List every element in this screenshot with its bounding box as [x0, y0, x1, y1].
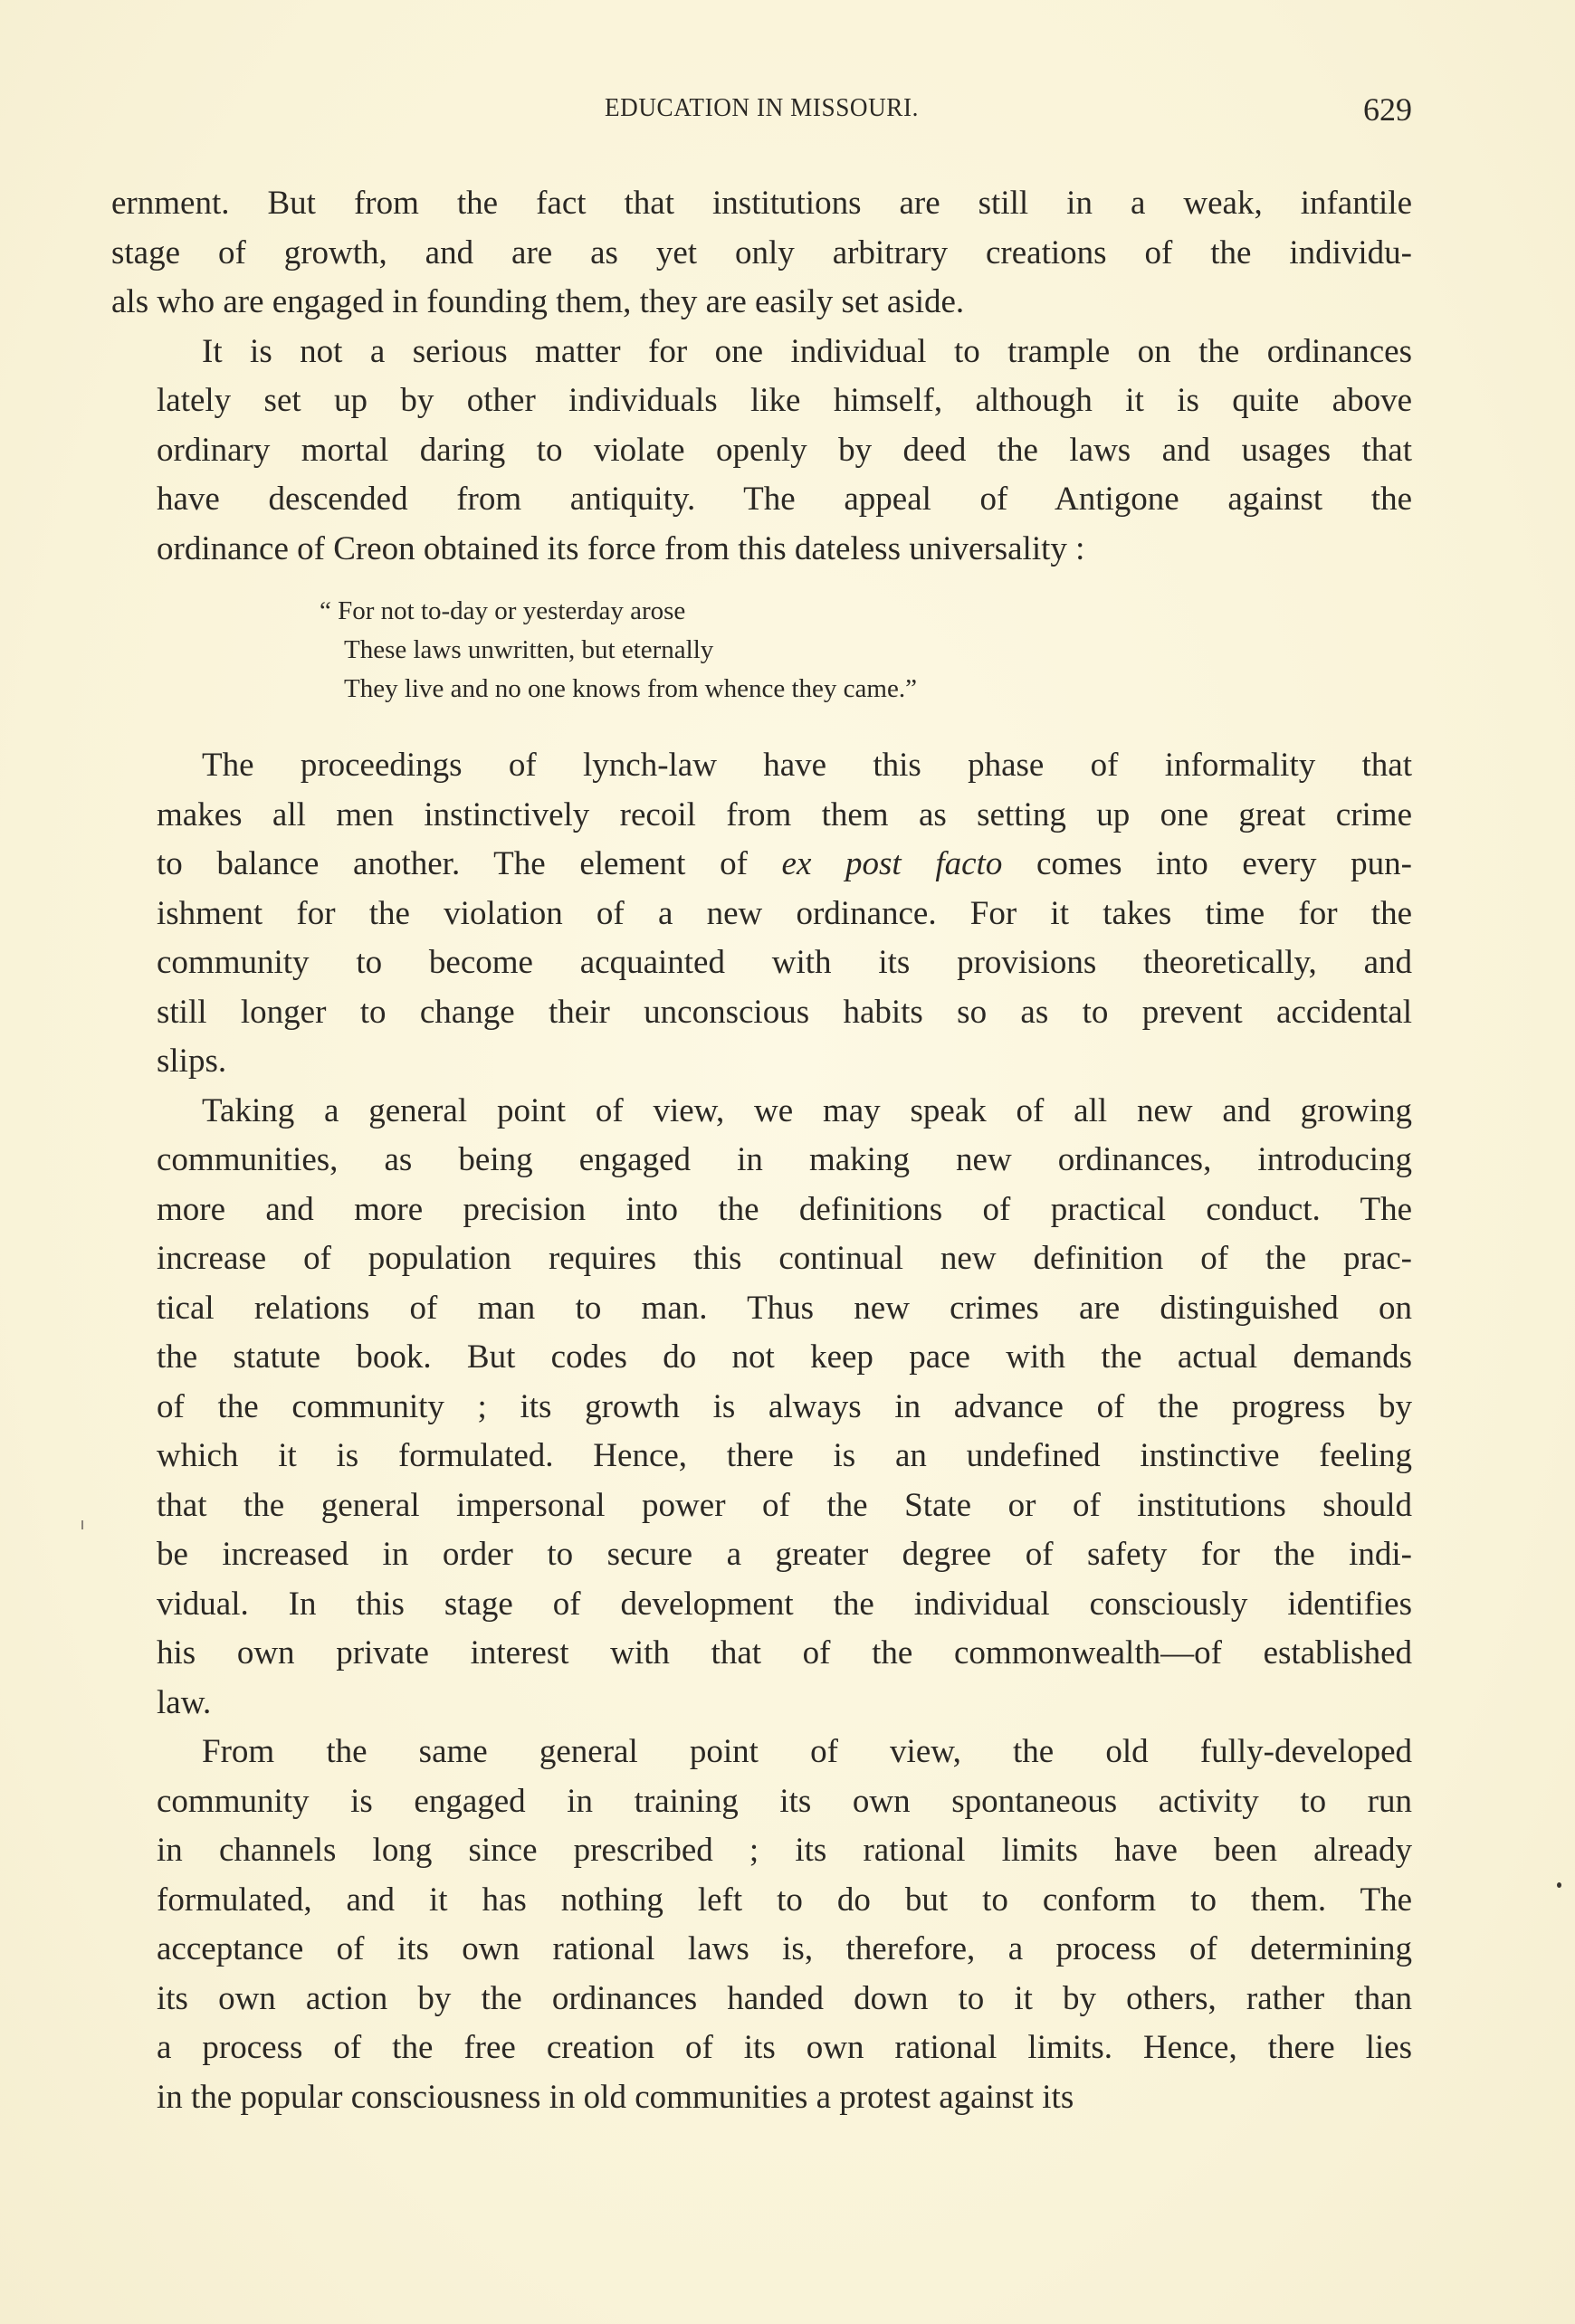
paragraph: [111, 1728, 1412, 2122]
text-line: of the community ; its growth is always in advance of the progress by: [157, 1387, 1412, 1425]
paragraphs-before-quote: [111, 179, 1412, 574]
text-line: law.: [157, 1683, 212, 1721]
text-line: ordinance of Creon obtained its force from this dateless universality :: [157, 529, 1085, 567]
text-line: the statute book. But codes do not keep pace with the actual demands: [157, 1338, 1412, 1376]
running-head: [111, 91, 1412, 130]
text-line: tical relations of man to man. Thus new crimes are distinguished on: [157, 1289, 1412, 1327]
paragraphs-after-quote: [111, 741, 1412, 2122]
text-line: his own private interest with that of the commonwealth—of established: [157, 1634, 1412, 1672]
text-line: community to become acquainted with its provisions theoretically, and: [157, 944, 1412, 981]
text-line: stage of growth, and are as yet only arbitrary creations of the individu-: [111, 233, 1412, 271]
text-line: be increased in order to secure a greater degree of safety for the indi-: [157, 1536, 1412, 1573]
text-line: that the general impersonal power of the State or of institutions should: [157, 1486, 1412, 1524]
text-line: lately set up by other individuals like himself, although it is quite above: [157, 382, 1412, 419]
text-line: to balance another. The element of ex post facto comes into every pun-: [157, 845, 1412, 882]
verse-quotation: [320, 592, 1412, 709]
text-line: ernment. But from the fact that institutions are still in a weak, infantile: [111, 185, 1412, 222]
text-line: vidual. In this stage of development the individual consciously identifies: [157, 1585, 1412, 1623]
page-number: 629: [1363, 91, 1412, 128]
text-line: acceptance of its own rational laws is, therefore, a process of determining: [157, 1930, 1412, 1967]
text-line: The proceedings of lynch-law have this phase of informality that: [202, 747, 1412, 784]
paragraph: [111, 1087, 1412, 1729]
text-line: in the popular consciousness in old communities a protest against its: [157, 2078, 1074, 2116]
text-line: in channels long since prescribed ; its rational limits have been already: [157, 1832, 1412, 1869]
text-line: a process of the free creation of its own rational limits. Hence, there lies: [157, 2029, 1412, 2066]
text-line: communities, as being engaged in making new ordinances, introducing: [157, 1141, 1412, 1178]
text-line: still longer to change their unconscious habits so as to prevent accidental: [157, 993, 1412, 1031]
quote-line: “ For not to-day or yesterday arose: [320, 596, 686, 625]
paragraph: [111, 741, 1412, 1087]
text-line: its own action by the ordinances handed down to it by others, rather than: [157, 1979, 1412, 2017]
margin-mark: [81, 1520, 83, 1529]
text-line: makes all men instinctively recoil from them as setting up one great crime: [157, 795, 1412, 833]
text-line: formulated, and it has nothing left to do but to conform to them. The: [157, 1881, 1412, 1919]
text-line: have descended from antiquity. The appeal of Antigone against the: [157, 481, 1412, 518]
text-line: which it is formulated. Hence, there is an undefined instinctive feeling: [157, 1437, 1412, 1474]
text-line: als who are engaged in founding them, they are easily set aside.: [111, 283, 965, 320]
quote-line: These laws unwritten, but eternally: [344, 635, 714, 664]
margin-speck: [1557, 1882, 1561, 1888]
text-line: community is engaged in training its own spontaneous activity to run: [157, 1782, 1412, 1820]
text-line: It is not a serious matter for one individual to trample on the ordinances: [202, 332, 1412, 370]
text-line: slips.: [157, 1043, 227, 1080]
text-line: ishment for the violation of a new ordinance. For it takes time for the: [157, 894, 1412, 932]
italic-phrase: ex post facto: [781, 845, 1003, 882]
text-line: ordinary mortal daring to violate openly by deed the laws and usages that: [157, 431, 1412, 469]
text-line: increase of population requires this continual new definition of the prac-: [157, 1240, 1412, 1277]
text-line: Taking a general point of view, we may speak of all new and growing: [202, 1091, 1412, 1129]
quote-line: They live and no one knows from whence they came.”: [344, 674, 917, 703]
text-line: From the same general point of view, the old fully-developed: [202, 1733, 1412, 1770]
paragraph: [111, 328, 1412, 575]
running-title: EDUCATION IN MISSOURI.: [604, 94, 920, 122]
paragraph: [111, 179, 1412, 328]
text-line: more and more precision into the definitions of practical conduct. The: [157, 1190, 1412, 1228]
body-text: [111, 179, 1412, 2122]
